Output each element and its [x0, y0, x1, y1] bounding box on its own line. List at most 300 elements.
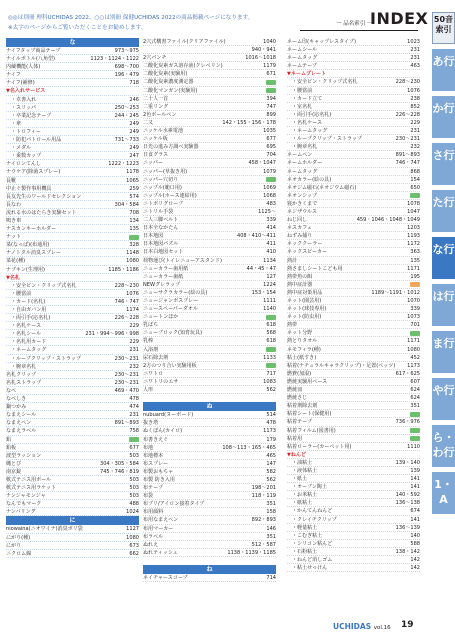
index-entry[interactable]	[287, 216, 420, 224]
index-entry[interactable]	[143, 484, 276, 492]
tab-kana-8[interactable]: ら・わ行	[432, 425, 455, 467]
index-entry[interactable]	[143, 224, 276, 232]
index-entry[interactable]	[143, 184, 276, 192]
index-entry[interactable]	[287, 159, 420, 167]
index-entry[interactable]	[143, 386, 276, 394]
index-entry[interactable]	[6, 314, 139, 322]
index-entry[interactable]	[143, 54, 276, 62]
index-entry[interactable]	[287, 459, 420, 467]
index-entry[interactable]	[287, 143, 420, 151]
index-entry[interactable]	[143, 273, 276, 281]
entry-name: ・軽量粘土	[292, 524, 318, 531]
entry-page: 1178	[126, 169, 139, 176]
index-entry[interactable]	[6, 193, 139, 201]
index-entry[interactable]	[143, 436, 276, 444]
index-entry[interactable]	[143, 321, 276, 329]
kana-tab-bar	[432, 12, 455, 514]
entry-page: 179	[266, 436, 276, 443]
entry-name: ・安全ピン・クリップ式名札	[11, 282, 77, 289]
index-category[interactable]	[287, 451, 420, 459]
index-entry[interactable]	[6, 112, 139, 120]
index-entry[interactable]	[287, 103, 420, 111]
entry-page: 1171	[407, 338, 420, 345]
index-entry[interactable]	[287, 232, 420, 240]
index-entry[interactable]	[143, 135, 276, 143]
index-entry[interactable]	[143, 419, 276, 427]
index-entry[interactable]	[287, 135, 420, 143]
entry-page: 1148	[126, 250, 139, 257]
entry-page: 249	[129, 145, 139, 152]
index-entry[interactable]	[6, 152, 139, 160]
index-entry[interactable]	[143, 78, 276, 86]
index-entry[interactable]	[143, 46, 276, 54]
index-entry[interactable]	[143, 62, 276, 70]
entry-name: 人形	[143, 387, 154, 394]
index-entry[interactable]	[287, 467, 420, 475]
index-entry[interactable]	[143, 192, 276, 200]
index-entry[interactable]	[6, 201, 139, 209]
index-entry[interactable]	[143, 200, 276, 208]
entry-name: 粘着剤除去剤	[287, 403, 318, 410]
index-entry[interactable]	[6, 550, 139, 558]
index-entry[interactable]	[287, 516, 420, 524]
index-entry[interactable]	[287, 491, 420, 499]
index-entry[interactable]	[287, 346, 420, 354]
tab-kana-9[interactable]: 1・A	[432, 472, 455, 514]
index-entry[interactable]	[6, 290, 139, 298]
entry-name: ・腕章名札	[11, 363, 37, 370]
index-entry[interactable]	[287, 402, 420, 410]
index-entry[interactable]	[6, 185, 139, 193]
index-entry[interactable]	[143, 297, 276, 305]
index-entry[interactable]	[287, 329, 420, 337]
index-entry[interactable]	[143, 240, 276, 248]
index-entry[interactable]	[287, 337, 420, 345]
index-entry[interactable]	[6, 71, 139, 79]
entry-name: 布製おもちゃ	[143, 468, 174, 475]
index-entry[interactable]	[6, 338, 139, 346]
entry-name: 波型ラッション	[6, 452, 42, 459]
index-entry[interactable]	[287, 38, 420, 46]
index-entry[interactable]	[287, 95, 420, 103]
index-entry[interactable]	[143, 354, 276, 362]
index-entry[interactable]	[143, 87, 276, 95]
index-entry[interactable]	[143, 151, 276, 159]
index-entry[interactable]	[6, 387, 139, 395]
index-entry[interactable]	[6, 363, 139, 371]
index-entry[interactable]	[143, 346, 276, 354]
entry-name: なまえラベル	[6, 428, 37, 435]
index-entry[interactable]	[6, 217, 139, 225]
entry-page: 142・155・156・178	[222, 119, 276, 126]
tab-kana-6[interactable]: ま行	[432, 331, 455, 373]
index-entry[interactable]	[143, 533, 276, 541]
entry-page: 1185・1186	[108, 266, 139, 273]
entry-name: ・腰當前	[292, 87, 313, 94]
index-entry[interactable]	[143, 70, 276, 78]
index-entry[interactable]	[6, 476, 139, 484]
index-entry[interactable]	[287, 427, 420, 435]
index-entry[interactable]	[287, 151, 420, 159]
index-entry[interactable]	[287, 248, 420, 256]
index-entry[interactable]	[6, 306, 139, 314]
index-entry[interactable]	[287, 127, 420, 135]
index-entry[interactable]	[6, 225, 139, 233]
index-entry[interactable]	[143, 508, 276, 516]
entry-name: ・ループクリップ・ストラップ	[292, 136, 362, 143]
index-entry[interactable]	[287, 378, 420, 386]
index-entry[interactable]	[287, 362, 420, 370]
index-entry[interactable]	[6, 419, 139, 427]
index-entry[interactable]	[287, 192, 420, 200]
entry-name: ナンジャモンジャ	[6, 493, 46, 500]
entry-page: 1040	[263, 39, 276, 45]
index-entry[interactable]	[6, 346, 139, 354]
index-entry[interactable]	[6, 534, 139, 542]
entry-page: 154	[410, 176, 420, 183]
index-entry[interactable]	[143, 289, 276, 297]
index-entry[interactable]	[287, 281, 420, 289]
index-category[interactable]	[6, 87, 139, 95]
entry-page: 146	[266, 525, 276, 532]
entry-name: ・名札ケース	[292, 119, 323, 126]
entry-name: ニッパー(草抜き用)	[143, 168, 188, 175]
entry-page: 1172	[407, 241, 420, 248]
index-entry[interactable]	[143, 313, 276, 321]
index-entry[interactable]	[6, 120, 139, 128]
index-entry[interactable]	[6, 355, 139, 363]
index-entry[interactable]	[6, 525, 139, 533]
index-entry[interactable]	[143, 476, 276, 484]
index-entry[interactable]	[6, 508, 139, 516]
entry-page: 1069	[263, 184, 276, 191]
index-entry[interactable]	[143, 492, 276, 500]
index-entry[interactable]	[6, 96, 139, 104]
entry-name: ニュースペーパーダオル	[143, 306, 199, 313]
index-entry[interactable]	[6, 209, 139, 217]
entry-name: 粘着用	[287, 435, 303, 442]
index-entry[interactable]	[6, 298, 139, 306]
index-entry[interactable]	[6, 492, 139, 500]
index-entry[interactable]	[287, 46, 420, 54]
entry-name: 南京錠	[6, 468, 22, 475]
index-entry[interactable]	[287, 354, 420, 362]
tab-kana-4[interactable]: な行	[432, 237, 455, 279]
entry-page: 891〜893	[114, 420, 139, 427]
entry-page: 1203	[407, 225, 420, 232]
index-entry[interactable]	[287, 475, 420, 483]
index-entry[interactable]	[6, 542, 139, 550]
index-entry[interactable]	[287, 62, 420, 70]
entry-name: ・両引手(応名札)	[11, 315, 51, 322]
index-column-3	[287, 38, 420, 572]
index-entry[interactable]	[287, 176, 420, 184]
index-entry[interactable]	[6, 403, 139, 411]
index-entry[interactable]	[287, 507, 420, 515]
entry-name: ニップル(範口用)	[143, 184, 182, 191]
entry-page: 891〜893	[395, 152, 420, 159]
entry-page: 231	[410, 128, 420, 135]
entry-name: ・こむぎ粘土	[292, 532, 323, 539]
entry-page: 582	[266, 468, 276, 475]
index-entry[interactable]	[143, 176, 276, 184]
index-entry[interactable]	[287, 386, 420, 394]
entry-page: 230〜231	[395, 136, 420, 143]
index-entry[interactable]	[143, 525, 276, 533]
tab-kana-7[interactable]: や行	[432, 378, 455, 420]
index-entry[interactable]	[287, 321, 420, 329]
entry-name: 二酸化炭素ガス溶存液(クレベリン)	[143, 63, 223, 70]
index-entry[interactable]	[143, 111, 276, 119]
entry-page: 140・592	[395, 492, 420, 499]
entry-name: 布袋	[143, 493, 154, 500]
index-entry[interactable]	[143, 574, 276, 582]
index-entry[interactable]	[6, 322, 139, 330]
index-entry[interactable]	[143, 95, 276, 103]
index-entry[interactable]	[6, 128, 139, 136]
index-category[interactable]	[287, 70, 420, 78]
index-entry[interactable]	[6, 177, 139, 185]
entry-name: 布スプレー	[143, 460, 169, 467]
entry-name: 粘土(紙すき)	[287, 354, 317, 361]
index-entry[interactable]	[287, 111, 420, 119]
index-category[interactable]	[6, 274, 139, 282]
index-entry[interactable]	[6, 241, 139, 249]
entry-page: 1035	[263, 128, 276, 135]
entry-page: 1111	[263, 298, 276, 304]
index-entry[interactable]	[6, 47, 139, 55]
entry-page: 1110	[407, 443, 420, 450]
tab-kana-2[interactable]: さ行	[432, 143, 455, 185]
entry-page: 701	[410, 322, 420, 329]
entry-page: 650	[410, 184, 420, 191]
index-entry[interactable]	[287, 257, 420, 265]
entry-page: 452	[410, 354, 420, 361]
index-entry[interactable]	[6, 144, 139, 152]
index-entry[interactable]	[143, 159, 276, 167]
entry-name: 布地	[143, 444, 154, 451]
entry-name: 軟式テニス用ボール	[6, 476, 52, 483]
entry-page: 140	[410, 532, 420, 539]
index-entry[interactable]	[287, 265, 420, 273]
index-entry[interactable]	[143, 329, 276, 337]
entry-page: 134	[129, 217, 139, 224]
entry-page: 1080	[126, 534, 139, 541]
index-entry[interactable]	[287, 483, 420, 491]
tab-kana-5[interactable]: は行	[432, 284, 455, 326]
entry-name: ネオカラー(絵の具)	[287, 176, 332, 183]
index-entry[interactable]	[287, 564, 420, 572]
entry-name: ▼ねんど	[287, 451, 307, 458]
index-entry[interactable]	[287, 410, 420, 418]
index-entry[interactable]	[6, 500, 139, 508]
entry-page: 339	[410, 306, 420, 313]
index-entry[interactable]	[143, 248, 276, 256]
entry-name: ・名札ケース	[11, 323, 42, 330]
index-entry[interactable]	[287, 78, 420, 86]
index-entry[interactable]	[143, 411, 276, 419]
index-entry[interactable]	[287, 200, 420, 208]
index-entry[interactable]	[143, 208, 276, 216]
entry-page: 1047	[407, 208, 420, 215]
entry-name: 布テープ	[143, 485, 163, 492]
index-entry[interactable]	[287, 297, 420, 305]
index-entry[interactable]	[143, 468, 276, 476]
entry-page: 868	[410, 168, 420, 175]
entry-page: 474	[129, 404, 139, 411]
entry-name: 日食グラス	[143, 152, 169, 159]
index-entry[interactable]	[143, 444, 276, 452]
index-entry[interactable]	[143, 541, 276, 549]
index-entry[interactable]	[287, 435, 420, 443]
index-entry[interactable]	[143, 362, 276, 370]
index-entry[interactable]	[6, 233, 139, 241]
index-entry[interactable]	[287, 224, 420, 232]
entry-name: 内蔵機能(人体)	[6, 64, 41, 71]
index-entry[interactable]	[143, 281, 276, 289]
index-entry[interactable]	[6, 249, 139, 257]
index-entry[interactable]	[143, 549, 276, 557]
index-entry[interactable]	[143, 427, 276, 435]
index-entry[interactable]	[6, 55, 139, 63]
index-entry[interactable]	[6, 444, 139, 452]
index-entry[interactable]	[287, 499, 420, 507]
tab-kana-0[interactable]: あ行	[432, 49, 455, 91]
index-entry[interactable]	[287, 240, 420, 248]
index-entry[interactable]	[143, 460, 276, 468]
entry-page: 714	[266, 575, 276, 581]
entry-name: ・両引手(応名札)	[292, 111, 332, 118]
index-entry[interactable]	[6, 484, 139, 492]
entry-page: 1173	[263, 428, 276, 435]
index-entry[interactable]	[143, 305, 276, 313]
entry-name: 2穴パンチ	[143, 55, 167, 62]
index-entry[interactable]	[287, 168, 420, 176]
entry-name: ぬれティッシュ	[143, 549, 178, 556]
index-entry[interactable]	[287, 443, 420, 451]
index-entry[interactable]	[6, 395, 139, 403]
entry-name: 日光の進み方調べ実験器	[143, 144, 199, 151]
entry-name: ナプキン(生理用)	[6, 266, 46, 273]
index-entry[interactable]	[143, 452, 276, 460]
index-entry[interactable]	[143, 265, 276, 273]
index-entry[interactable]	[287, 289, 420, 297]
index-entry[interactable]	[143, 337, 276, 345]
index-entry[interactable]	[6, 427, 139, 435]
entry-name: ねずみ捕り	[287, 233, 313, 240]
index-entry[interactable]	[6, 452, 139, 460]
index-entry[interactable]	[6, 104, 139, 112]
entry-page: 1065	[126, 177, 139, 184]
index-entry[interactable]	[287, 184, 420, 192]
index-entry[interactable]	[287, 524, 420, 532]
index-entry[interactable]	[143, 500, 276, 508]
entry-page: 232	[410, 144, 420, 151]
entry-page: 617・625	[395, 370, 420, 377]
index-entry[interactable]	[287, 370, 420, 378]
index-entry[interactable]	[143, 143, 276, 151]
entry-name: ・ねんど消しゴム	[292, 557, 333, 563]
entry-name: 2穴式構書ファイル(クリアファイル)	[143, 39, 226, 45]
index-entry[interactable]	[6, 379, 139, 387]
index-entry[interactable]	[6, 468, 139, 476]
index-entry[interactable]	[143, 257, 276, 265]
science-catalog-marker	[410, 331, 420, 336]
index-entry[interactable]	[6, 282, 139, 290]
entry-name: ・オーブン陶土	[292, 484, 327, 491]
entry-page: 226〜228	[114, 315, 139, 322]
entry-name: ・ネームタッグ	[292, 128, 328, 135]
index-entry[interactable]	[287, 208, 420, 216]
science-catalog-marker	[129, 437, 139, 442]
tab-kana-3[interactable]: た行	[432, 190, 455, 232]
entry-name: ニッケル板	[143, 136, 168, 143]
index-entry[interactable]	[6, 460, 139, 468]
index-entry[interactable]	[287, 394, 420, 402]
index-entry[interactable]	[287, 548, 420, 556]
index-entry[interactable]	[6, 168, 139, 176]
index-entry[interactable]	[6, 371, 139, 379]
index-entry[interactable]	[6, 136, 139, 144]
index-entry[interactable]	[143, 103, 276, 111]
index-entry[interactable]	[143, 216, 276, 224]
entry-name: ネモフィラ(種)	[287, 346, 321, 353]
index-entry[interactable]	[6, 257, 139, 265]
entry-name: なまえペン	[6, 420, 32, 427]
entry-name: ニクロム線	[6, 550, 32, 557]
index-entry[interactable]	[287, 418, 420, 426]
entry-page: 249	[129, 120, 139, 127]
tab-kana-1[interactable]: か行	[432, 96, 455, 138]
index-entry[interactable]	[287, 313, 420, 321]
index-entry[interactable]	[6, 266, 139, 274]
index-entry[interactable]	[143, 168, 276, 176]
index-entry[interactable]	[6, 160, 139, 168]
index-entry[interactable]	[287, 532, 420, 540]
entry-name: ・乗数カップ	[11, 153, 42, 160]
tab-head: 50音索引	[432, 12, 455, 44]
entry-page: 351	[266, 533, 276, 540]
index-entry[interactable]	[143, 370, 276, 378]
entry-page: 139・140	[395, 459, 420, 466]
index-entry[interactable]	[143, 38, 276, 46]
index-entry[interactable]	[287, 54, 420, 62]
entry-name: 燃焼実験用ペース	[287, 378, 328, 385]
index-entry[interactable]	[6, 79, 139, 87]
index-entry[interactable]	[143, 232, 276, 240]
index-entry[interactable]	[287, 273, 420, 281]
index-entry[interactable]	[287, 540, 420, 548]
index-entry[interactable]	[287, 305, 420, 313]
entry-name: ・腕章名札	[292, 144, 318, 151]
index-entry[interactable]	[6, 330, 139, 338]
entry-page: 514	[266, 412, 276, 419]
index-entry[interactable]	[287, 119, 420, 127]
index-entry[interactable]	[287, 87, 420, 95]
index-entry[interactable]	[143, 516, 276, 524]
index-entry[interactable]	[6, 411, 139, 419]
index-entry[interactable]	[287, 556, 420, 564]
index-entry[interactable]	[6, 63, 139, 71]
index-entry[interactable]	[6, 436, 139, 444]
row-spacer	[143, 394, 276, 402]
entry-page: 138・142	[395, 548, 420, 555]
entry-name: ナスカンキーホルダー	[6, 226, 57, 233]
entry-name: ・名札用カード	[11, 339, 47, 346]
index-entry[interactable]	[143, 119, 276, 127]
index-entry[interactable]	[143, 127, 276, 135]
index-entry[interactable]	[143, 378, 276, 386]
